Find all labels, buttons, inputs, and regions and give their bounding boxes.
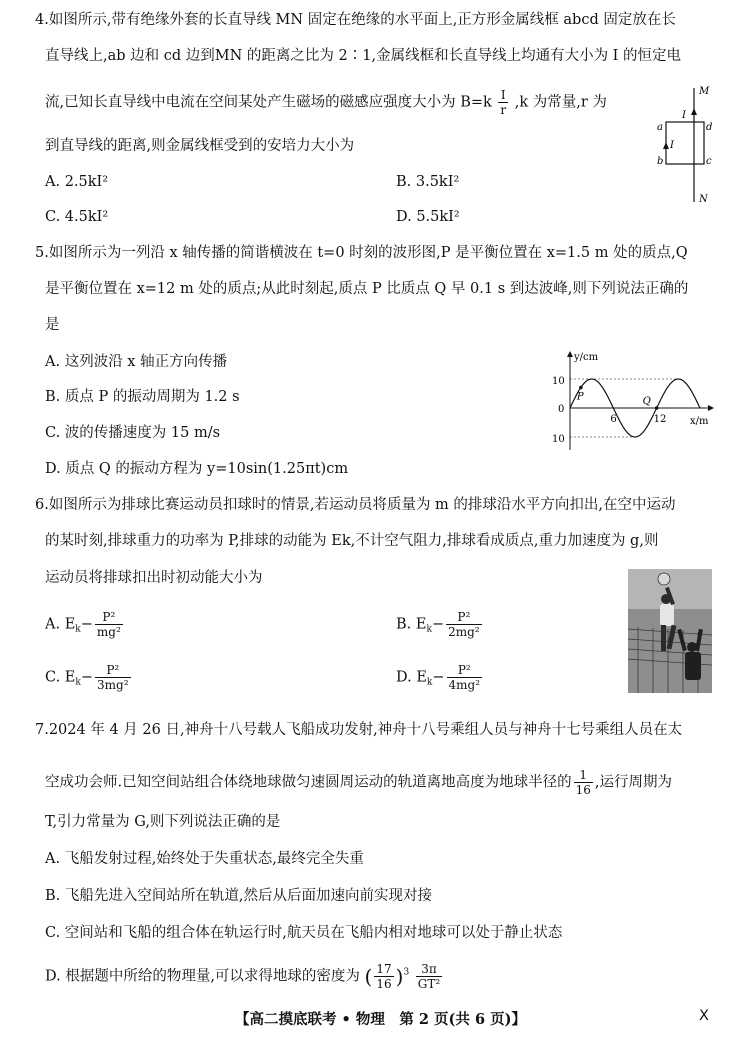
wire-current-arrow xyxy=(691,108,697,115)
q4-figure xyxy=(648,84,718,206)
q4-option-c: C. 4.5kI² xyxy=(45,209,109,225)
point-p-label: P xyxy=(576,391,584,403)
x-tick-label: 12 xyxy=(653,414,667,425)
q6-line-2: 的某时刻,排球重力的功率为 P,排球的动能为 Ek,不计空气阻力,排球看成质点,重力加速度为 g,则 xyxy=(45,533,659,549)
label-i-frame: I xyxy=(670,140,674,151)
label-n: N xyxy=(699,194,708,205)
q4-line-3 xyxy=(45,88,607,117)
q5-option-a: A. 这列波沿 x 轴正方向传播 xyxy=(45,354,228,370)
q7-line-3: T,引力常量为 G,则下列说法正确的是 xyxy=(45,814,281,830)
y-tick-label: 0 xyxy=(558,404,565,415)
q4-line-4: 到直导线的距离,则金属线框受到的安培力大小为 xyxy=(45,138,355,154)
q6-line-3: 运动员将排球扣出时初动能大小为 xyxy=(45,570,263,586)
q7-option-c: C. 空间站和飞船的组合体在轨运行时,航天员在飞船内相对地球可以处于静止状态 xyxy=(45,925,563,941)
y-tick-label: 10 xyxy=(552,434,565,445)
label-c: c xyxy=(706,156,712,167)
q4-option-b: B. 3.5kI² xyxy=(396,174,460,190)
x-axis-arrow xyxy=(708,405,714,411)
q4-fraction: $\frac{I}{r}$ xyxy=(500,88,507,117)
q5-option-d: D. 质点 Q 的振动方程为 y=10sin(1.25πt)cm xyxy=(45,461,349,477)
frame-current-arrow xyxy=(663,142,669,149)
q4-line-1: 4.如图所示,带有绝缘外套的长直导线 MN 固定在绝缘的水平面上,正方形金属线框 abcd 固定放在长 xyxy=(35,12,676,28)
q4-line-2: 直导线上,ab 边和 cd 边到MN 的距离之比为 2∶1,金属线框和长直导线上均通有大小为 I 的恒定电 xyxy=(45,48,682,64)
q5-option-b: B. 质点 P 的振动周期为 1.2 s xyxy=(45,389,240,405)
footer-text: 【高二摸底联考 • 物理 第 2 页(共 6 页)】 xyxy=(235,1011,526,1028)
q7-line-1: 7.2024 年 4 月 26 日,神舟十八号载人飞船成功发射,神舟十八号乘组人员与神舟十七号乘组人员在太 xyxy=(35,722,683,738)
q6-option-c: C. $E_k-$ $\frac{\text{P²}}{\text{3mg²}}$ xyxy=(45,663,129,692)
q6-option-a: A. $E_k-$ $\frac{\text{P²}}{\text{mg²}}$ xyxy=(45,610,121,639)
q7-line-2: 空成功会师.已知空间站组合体绕地球做匀速圆周运动的轨道离地高度为地球半径的 $\frac{1}{16}$ ,运行周期为 xyxy=(45,768,672,797)
volleyball xyxy=(658,573,670,585)
q5-line-1: 5.如图所示为一列沿 x 轴传播的简谐横波在 t=0 时刻的波形图,P 是平衡位置在 x=1.5 m 处的质点,Q xyxy=(35,245,688,261)
y-axis-label: y/cm xyxy=(574,352,599,363)
x-axis-label: x/m xyxy=(690,416,709,427)
q7-option-d: D. 根据题中所给的物理量,可以求得地球的密度为 ( $\frac{17}{16}$ )$^3$ $\frac{3\pi}{\text{GT²}}$ xyxy=(45,962,441,991)
q5-option-c: C. 波的传播速度为 15 m/s xyxy=(45,425,221,441)
footer-mark: X xyxy=(699,1008,709,1024)
q7-option-b: B. 飞船先进入空间站所在轨道,然后从后面加速向前实现对接 xyxy=(45,888,432,904)
point-p xyxy=(579,386,583,390)
label-d: d xyxy=(706,122,713,133)
q6-line-1: 6.如图所示为排球比赛运动员扣球时的情景,若运动员将质量为 m 的排球沿水平方向扣出,在空中运动 xyxy=(35,497,676,513)
x-tick-label: 6 xyxy=(610,414,617,425)
q6-option-b: B. $E_k-$ $\frac{\text{P²}}{\text{2mg²}}$ xyxy=(396,610,480,639)
point-q-label: Q xyxy=(642,396,651,407)
y-tick-label: 10 xyxy=(552,376,565,387)
q4-line-3a: 流,已知长直导线中电流在空间某处产生磁场的磁感应强度大小为 B=k xyxy=(45,94,492,111)
q5-line-3: 是 xyxy=(45,317,60,333)
label-m: M xyxy=(699,86,710,97)
y-axis-arrow xyxy=(567,351,573,357)
q4-option-a: A. 2.5kI² xyxy=(45,174,109,190)
q4-line-3b: ,k 为常量,r 为 xyxy=(514,94,607,111)
q4-option-d: D. 5.5kI² xyxy=(396,209,460,225)
point-q xyxy=(655,406,659,410)
q6-option-d: D. $E_k-$ $\frac{\text{P²}}{\text{4mg²}}$ xyxy=(396,663,481,692)
label-i-wire: I xyxy=(682,110,686,121)
volleyball-photo xyxy=(628,569,712,693)
q7-fraction: $\frac{1}{16}$ xyxy=(575,768,591,797)
label-a: a xyxy=(657,122,663,133)
q7-option-a: A. 飞船发射过程,始终处于失重状态,最终完全失重 xyxy=(45,851,364,867)
label-b: b xyxy=(657,156,664,167)
q5-line-2: 是平衡位置在 x=12 m 处的质点;从此时刻起,质点 P 比质点 Q 早 0.1 s 到达波峰,则下列说法正确的 xyxy=(45,281,689,297)
q5-wave-chart xyxy=(550,346,720,458)
